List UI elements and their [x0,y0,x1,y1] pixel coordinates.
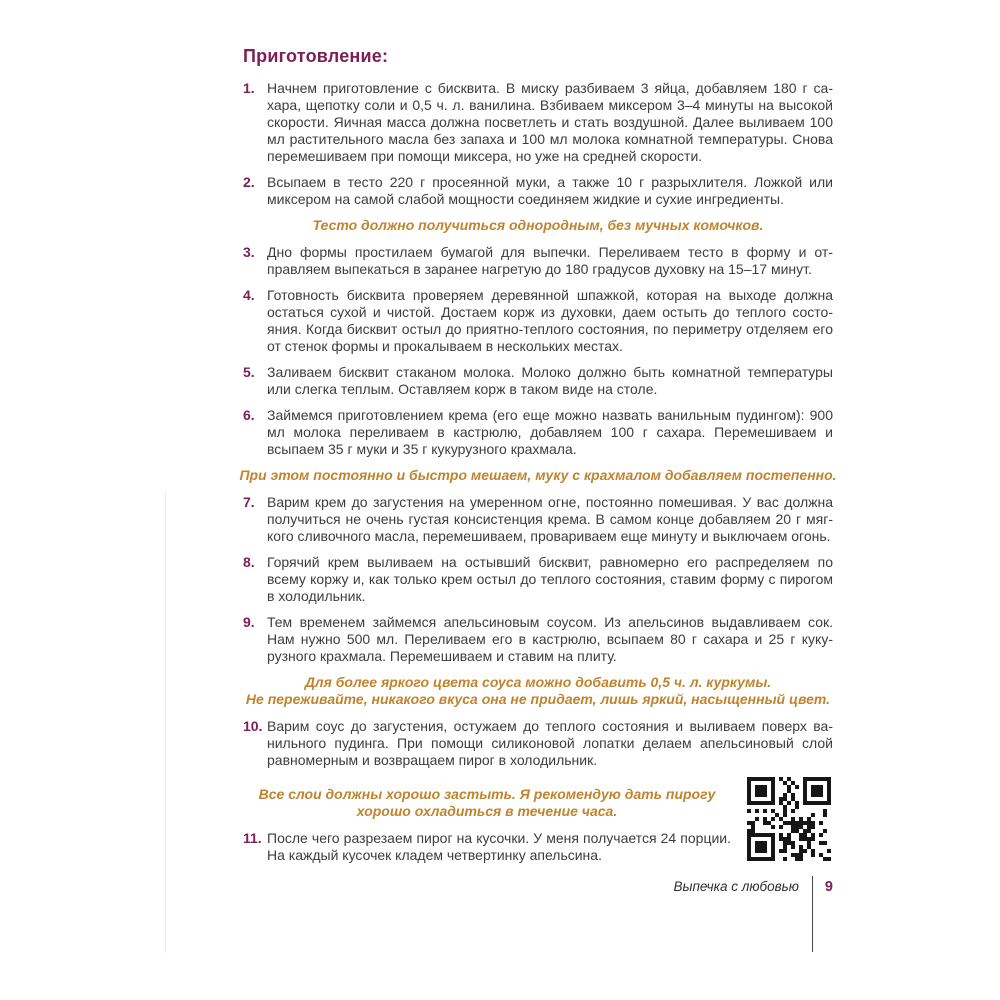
qr-code-image [745,775,833,863]
step-number: 4. [243,287,255,303]
step-item [243,614,833,665]
step-item [243,174,833,208]
tip-callout-line: Тесто должно получиться однородным, без мучных комочков. [312,217,764,233]
step-item [243,364,833,398]
step-number: 11. [243,830,262,846]
step-item [243,80,833,165]
step-number: 3. [243,244,255,260]
bottom-text-column [243,778,731,873]
step-number: 2. [243,174,255,190]
tip-callout [228,674,848,708]
step-text: Дно формы простилаем бумагой для выпечки. Переливаем тесто в форму и отправляем выпекаться в заранее нагретую до 180 градусов духовку на 15–17 минут. [267,244,833,277]
footer-divider [812,876,813,952]
step-item [243,830,731,864]
step-item [243,244,833,278]
step-text: Всыпаем в тесто 220 г просеянной муки, а также 10 г разрыхлителя. Ложкой или миксером на самой слабой мощности соединяем жидкие и сухие ингредиенты. [267,174,833,207]
step-text: Начнем приготовление с бисквита. В миску разбиваем 3 яйца, добавляем 180 г сахара, щепотку соли и 0,5 ч. л. ванилина. Взбиваем миксером 3–4 минуты на высокой скорости. Яичная масса должна посветлеть и стать воздушной. Далее выливаем 100 мл растительного масла без запаха и 100 мл молока комнатной температуры. Снова перемешиваем при помощи миксера, но уже на средней скорости. [267,80,833,164]
step-number: 8. [243,554,255,570]
step-number: 5. [243,364,255,380]
footer-book-title: Выпечка с любовью [673,879,799,894]
step-number: 7. [243,494,255,510]
bottom-section [243,778,833,873]
page-number: 9 [824,879,833,895]
tip-callout-line: Для более яркого цвета соуса можно добавить 0,5 ч. л. куркумы. [304,674,772,690]
tip-callout [243,786,731,820]
step-text: Готовность бисквита проверяем деревянной шпажкой, которая на выходе должна остаться сухой и чистой. Достаем корж из духовки, даем остыть до теплого состояния. Когда бисквит остыл до приятно-теплого состояния, по периметру отделяем его от стенок формы и прокалываем в нескольких местах. [267,287,833,354]
step-item [243,718,833,769]
step-item [243,494,833,545]
page-edge-line [165,492,166,953]
step-number: 6. [243,407,255,423]
page-title: Приготовление: [243,46,389,66]
recipe-page-content [239,46,837,873]
tip-callout-line: хорошо охладиться в течение часа. [356,803,618,819]
step-number: 9. [243,614,255,630]
step-number: 10. [243,718,263,734]
step-number: 1. [243,80,255,96]
step-text: После чего разрезаем пирог на кусочки. У меня получается 24 порции. На каждый кусочек кладем четвертинку апельсина. [267,830,731,863]
qr-code [745,775,833,863]
step-text: Горячий крем выливаем на остывший бисквит, равномерно его распределяем по всему коржу и, как только крем остыл до теплого состояния, ставим форму с пирогом в холодильник. [267,554,833,604]
step-text: Займемся приготовлением крема (его еще можно назвать ванильным пудингом): 900 мл молока переливаем в кастрюлю, добавляем 100 г сахара. Перемешиваем и всыпаем 35 г муки и 35 г кукурузного крахмала. [267,407,833,457]
page-footer [243,876,833,952]
step-text: Варим соус до загустения, остужаем до теплого состояния и выливаем поверх ванильного пудинга. При помощи силиконовой лопатки делаем апельсиновый слой равномерным и возвращаем пирог в холодильник. [267,718,833,768]
step-text: Тем временем займемся апельсиновым соусом. Из апельсинов выдавливаем сок. Нам нужно 500 мл. Переливаем его в кастрюлю, всыпаем 80 г сахара и 25 г кукурузного крахмала. Перемешиваем и ставим на плиту. [267,614,833,664]
step-item [243,407,833,458]
step-item [243,554,833,605]
step-text: Заливаем бисквит стаканом молока. Молоко должно быть комнатной температуры или слегка теплым. Оставляем корж в таком виде на столе. [267,364,833,397]
tip-callout-line: Не переживайте, никакого вкуса она не придает, лишь яркий, насыщенный цвет. [245,691,831,707]
tip-callout [228,467,848,484]
tip-callout [228,217,848,234]
step-item [243,287,833,355]
tip-callout-line: При этом постоянно и быстро мешаем, муку с крахмалом добавляем постепенно. [239,467,837,483]
tip-callout-line: Все слои должны хорошо застыть. Я рекомендую дать пирогу [258,786,716,802]
step-text: Варим крем до загустения на умеренном огне, постоянно помешивая. У вас должна получиться не очень густая консистенция крема. В самом конце добавляем 20 г мягкого сливочного масла, перемешиваем, провариваем еще минуту и выключаем огонь. [267,494,833,544]
